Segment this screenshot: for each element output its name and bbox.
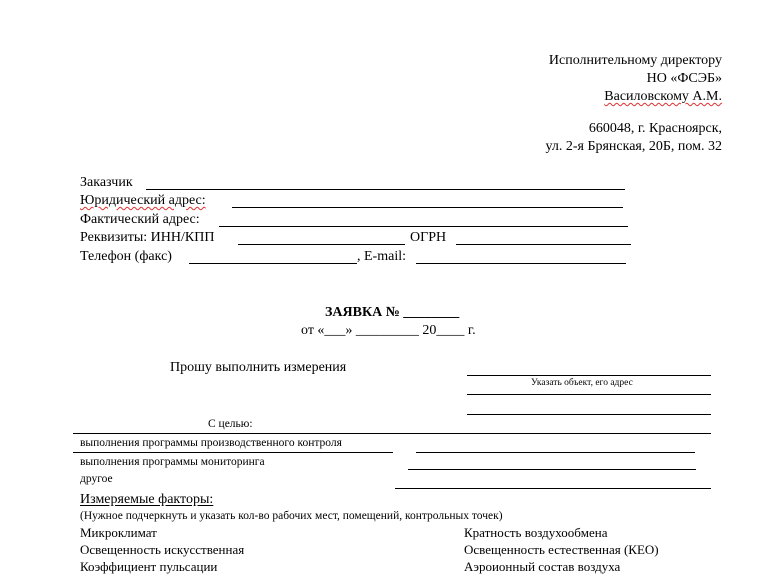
- factor-left-3[interactable]: Коэффициент пульсации: [80, 559, 218, 574]
- addressee-line-1: Исполнительному директору: [548, 53, 722, 68]
- ogrn-field[interactable]: [456, 244, 631, 245]
- object-field-2[interactable]: [467, 394, 711, 395]
- legal-address-label: Юридический адрес:: [80, 193, 206, 208]
- application-date: от «___» _________ 20____ г.: [301, 323, 476, 338]
- requisites-label: Реквизиты: ИНН/КПП: [80, 230, 215, 245]
- purpose-label: С целью:: [208, 418, 253, 430]
- object-field-3[interactable]: [467, 414, 711, 415]
- purpose-option-2: выполнения программы мониторинга: [80, 456, 265, 468]
- email-field[interactable]: [416, 263, 626, 264]
- purpose-2-field[interactable]: [408, 469, 696, 470]
- factors-title: Измеряемые факторы:: [80, 492, 214, 507]
- inn-kpp-field[interactable]: [238, 244, 405, 245]
- purpose-divider: [73, 433, 711, 434]
- factor-right-3[interactable]: Аэроионный состав воздуха: [464, 559, 621, 574]
- phone-label: Телефон (факс): [80, 249, 172, 264]
- factor-left-2[interactable]: Освещенность искусственная: [80, 542, 245, 557]
- factor-right-1[interactable]: Кратность воздухообмена: [464, 525, 608, 540]
- purpose-1-underline: [73, 452, 393, 453]
- addressee-line-2: НО «ФСЭБ»: [646, 71, 722, 86]
- purpose-option-3: другое: [80, 473, 113, 485]
- purpose-option-1: выполнения программы производственного контроля: [80, 437, 342, 449]
- factor-left-1[interactable]: Микроклимат: [80, 525, 157, 540]
- email-label: , E-mail:: [357, 249, 406, 264]
- legal-address-field[interactable]: [232, 207, 623, 208]
- actual-address-field[interactable]: [219, 226, 628, 227]
- purpose-3-field[interactable]: [395, 488, 711, 489]
- addressee-line-3: [604, 88, 722, 105]
- factors-note: (Нужное подчеркнуть и указать кол-во рабочих мест, помещений, контрольных точек): [80, 510, 503, 522]
- customer-label: Заказчик: [80, 175, 133, 190]
- phone-field[interactable]: [189, 263, 357, 264]
- application-title: ЗАЯВКА № ________: [325, 305, 460, 320]
- addressee-line-4: 660048, г. Красноярск,: [588, 121, 722, 136]
- purpose-1-field[interactable]: [416, 452, 695, 453]
- request-text: Прошу выполнить измерения: [170, 360, 347, 375]
- actual-address-label: Фактический адрес:: [80, 212, 200, 227]
- customer-field[interactable]: [146, 189, 625, 190]
- object-hint: Указать объект, его адрес: [531, 378, 633, 388]
- addressee-line-5: ул. 2-я Брянская, 20Б, пом. 32: [545, 139, 722, 154]
- factor-right-2[interactable]: Освещенность естественная (КЕО): [464, 542, 659, 557]
- object-field[interactable]: [467, 375, 711, 376]
- addressee-surname: Василовскому А.М.: [604, 89, 722, 104]
- ogrn-label: ОГРН: [410, 230, 447, 245]
